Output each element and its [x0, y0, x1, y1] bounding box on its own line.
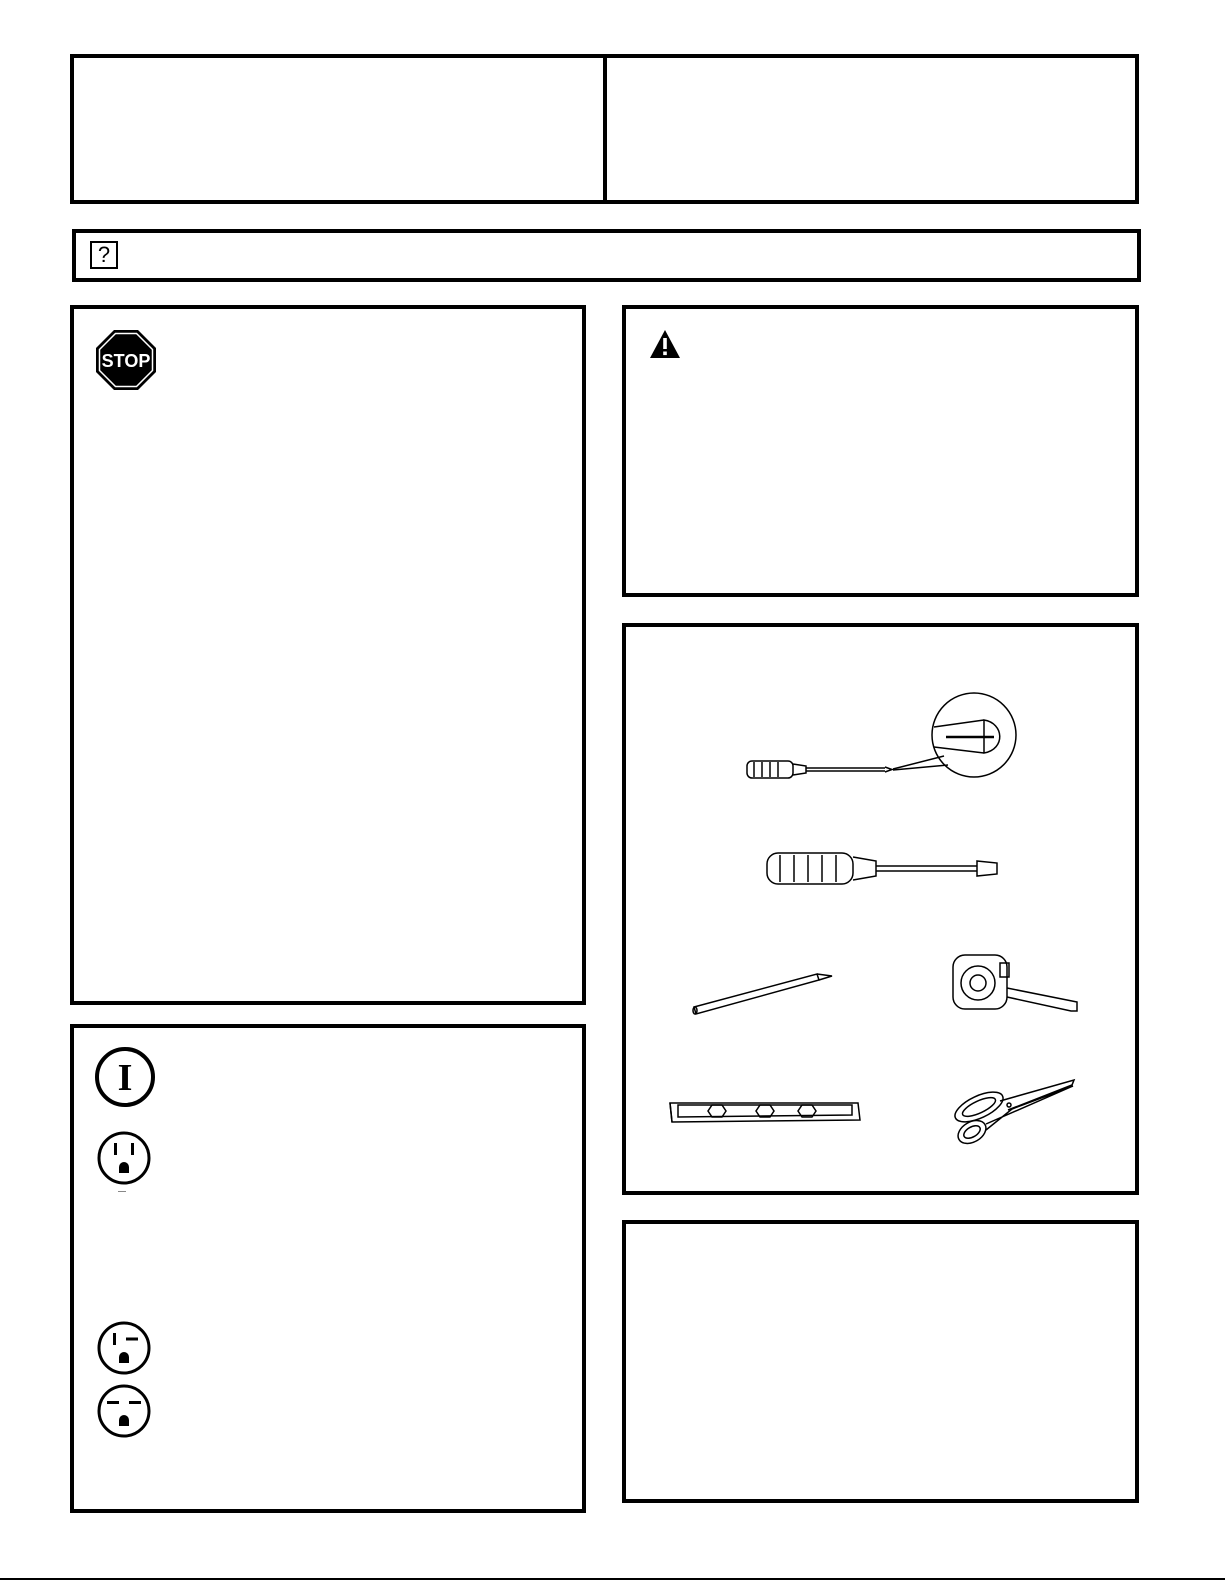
outlet-20a-icon	[96, 1320, 152, 1376]
flat-blade-screwdriver	[767, 853, 997, 884]
header-divider	[603, 58, 607, 200]
bottom-rule	[0, 1578, 1225, 1580]
warning-triangle-icon	[649, 329, 681, 359]
question-icon	[90, 241, 118, 269]
level	[670, 1103, 860, 1122]
phillips-screwdriver	[747, 693, 1016, 778]
outlet-15a-icon	[96, 1130, 152, 1186]
important-i-symbol: I	[117, 1057, 133, 1099]
warning-panel	[622, 305, 1139, 597]
tape-measure	[953, 955, 1077, 1011]
important-i-icon	[94, 1046, 156, 1108]
stop-panel	[70, 305, 586, 1005]
header-box	[70, 54, 1139, 204]
stop-icon-text: STOP	[101, 351, 151, 371]
scissors	[951, 1080, 1074, 1148]
tools-panel	[622, 623, 1139, 1195]
tools-illustration	[626, 627, 1135, 1191]
pencil	[693, 974, 832, 1014]
notes-panel	[622, 1220, 1139, 1503]
electrical-panel	[70, 1024, 586, 1513]
question-symbol: ?	[97, 242, 111, 267]
outlet-15a-tick	[118, 1191, 126, 1192]
outlet-30a-icon	[96, 1383, 152, 1439]
question-banner	[72, 229, 1141, 282]
stop-sign-icon	[95, 329, 157, 391]
